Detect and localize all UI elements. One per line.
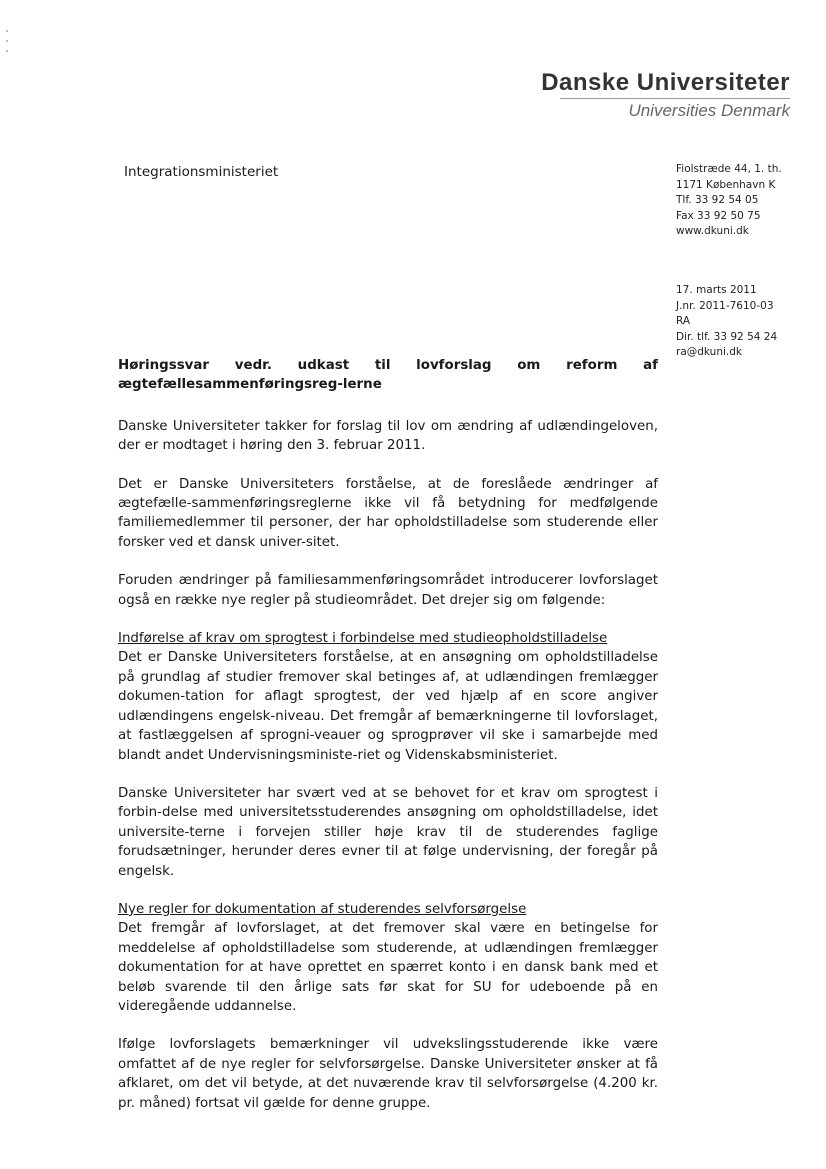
paragraph: Det fremgår af lovforslaget, at det fremover skal være en betingelse for meddelelse af opholdstilladelse som studerende, at udlændingen fremlægger dokumentation for at have oprettet en spærret konto i en dansk bank med et beløb svarende til den årlige sats før skat for SU for udeboende på en videregående uddannelse. — [118, 921, 658, 1014]
paragraph: Danske Universiteter har svært ved at se behovet for et krav om sprogtest i forbin-delse med universitetsstuderendes ansøgning om opholdstilladelse, idet universite-terne i forvejen stiller høje krav til de studerendes faglige forudsætninger, herunder deres evner til at følge undervisning, der foregår på engelsk. — [118, 785, 658, 879]
letter-body — [118, 356, 658, 1132]
sender-address — [676, 162, 782, 240]
address-line: 1171 København K — [676, 178, 776, 191]
scan-artifact — [6, 30, 10, 56]
section-heading: Nye regler for dokumentation af studerendes selvforsørgelse — [118, 901, 527, 917]
paragraph: Ifølge lovforslagets bemærkninger vil udvekslingsstuderende ikke være omfattet af de nye regler for selvforsørgelse. Danske Universiteter ønsker at få afklaret, om det vil betyde, at det nuværende krav til selvforsørgelse (4.200 kr. pr. måned) fortsat vil gælde for denne gruppe. — [118, 1037, 658, 1111]
org-name: Danske Universiteter — [541, 69, 790, 96]
org-name-english: Universities Denmark — [628, 101, 790, 120]
logo-divider — [560, 98, 790, 99]
paragraph: Danske Universiteter takker for forslag til lov om ændring af udlændingeloven, der er modtaget i høring den 3. februar 2011. — [118, 418, 658, 454]
subject-heading: Høringssvar vedr. udkast til lovforslag om reform af ægtefællesammenføringsreg-lerne — [118, 358, 658, 393]
letterhead-logo — [541, 70, 790, 121]
address-line: Fax 33 92 50 75 — [676, 209, 761, 222]
section-self-support — [118, 900, 658, 1016]
meta-direct-phone: Dir. tlf. 33 92 54 24 — [676, 330, 778, 343]
section-heading: Indførelse af krav om sprogtest i forbindelse med studieopholdstilladelse — [118, 631, 608, 647]
meta-initials: RA — [676, 315, 691, 327]
meta-journal-number: J.nr. 2011-7610-03 — [676, 299, 774, 312]
paragraph: Det er Danske Universiteters forståelse, at en ansøgning om opholdstilladelse på grundlag af studier fremover skal betinges af, at udlændingen fremlægger dokumen-tation for aflagt sprogtest, der ved hjælp af en score angiver udlændingens engelsk-niveau. Det fremgår af bemærkningerne til lovforslaget, at fastlæggelsen af sprogni-veauer og sprogprøver vil ske i samarbejde med blandt andet Undervisningsministe-riet og Videnskabsministeriet. — [118, 650, 658, 763]
paragraph: Det er Danske Universiteters forståelse, at de foreslåede ændringer af ægtefælle-sammenføringsreglerne ikke vil få betydning for medfølgende familiemedlemmer til personer, der har opholdstilladelse som studerende eller forsker ved et dansk univer-sitet. — [118, 476, 658, 550]
recipient: Integrationsministeriet — [124, 164, 279, 180]
letter-meta — [676, 283, 777, 361]
address-line: www.dkuni.dk — [676, 225, 749, 237]
address-line: Tlf. 33 92 54 05 — [676, 194, 759, 206]
address-line: Fiolstræde 44, 1. th. — [676, 163, 782, 175]
meta-date: 17. marts 2011 — [676, 284, 757, 296]
meta-email: ra@dkuni.dk — [676, 346, 742, 358]
paragraph: Foruden ændringer på familiesammenføringsområdet introducerer lovforslaget også en række nye regler på studieområdet. Det drejer sig om følgende: — [118, 573, 658, 608]
section-language-test — [118, 629, 658, 765]
